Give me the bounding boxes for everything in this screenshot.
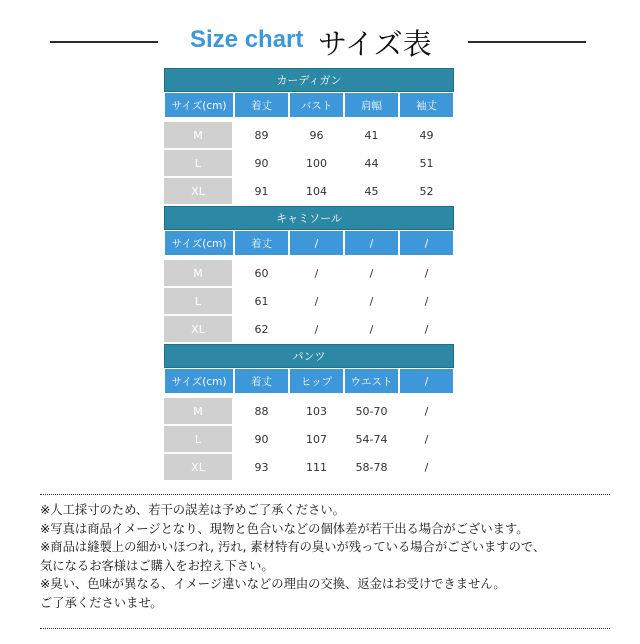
header-cell: サイズ(cm) (164, 368, 234, 394)
value-cell: 93 (254, 461, 269, 474)
value-cell: 88 (254, 405, 269, 418)
value-cell: 90 (254, 157, 269, 170)
table-row (164, 454, 454, 482)
table-row (164, 288, 454, 316)
header-row (164, 230, 454, 256)
table-row (164, 426, 454, 454)
value-cell: / (369, 323, 374, 336)
header-cell: バスト (289, 92, 344, 118)
value-cell: 111 (306, 461, 327, 474)
value-cell: / (424, 323, 429, 336)
value-cell: 107 (306, 433, 327, 446)
header-cell: 袖丈 (399, 92, 454, 118)
title-rule-right (468, 41, 586, 43)
pants-table (164, 344, 454, 482)
value-cell: 58-78 (355, 461, 388, 474)
note-line: ※写真は商品イメージとなり、現物と色合いなどの個体差が若干出る場合がございます。 (40, 521, 529, 536)
section-header: キャミソール (164, 206, 454, 230)
size-cell: L (164, 288, 234, 316)
value-cell: 96 (309, 129, 324, 142)
camisole-table (164, 206, 454, 344)
size-cell: L (164, 426, 234, 454)
header-cell: ウエスト (344, 368, 399, 394)
value-cell: 54-74 (355, 433, 388, 446)
note-line: ※臭い、色味が異なる、イメージ違いなどの理由の交換、返金はお受けできません。 (40, 577, 506, 592)
header-row (164, 368, 454, 394)
table-row (164, 398, 454, 426)
value-cell: 104 (306, 185, 327, 198)
value-cell: 91 (254, 185, 269, 198)
size-cell: XL (164, 178, 234, 206)
value-cell: / (424, 295, 429, 308)
header-cell: 着丈 (234, 92, 289, 118)
header-cell: サイズ(cm) (164, 92, 234, 118)
value-cell: / (314, 295, 319, 308)
value-cell: 100 (306, 157, 327, 170)
value-cell: 51 (419, 157, 434, 170)
size-cell: M (164, 398, 234, 426)
value-cell: / (424, 461, 429, 474)
value-cell: / (369, 267, 374, 280)
header-cell: 着丈 (234, 368, 289, 394)
note-line: ※人工採寸のため、若干の誤差は予めご了承ください。 (40, 503, 345, 517)
note-line: ※商品は縫製上の細かいほつれ, 汚れ, 素材特有の臭いが残っている場合がございますので、 (40, 540, 546, 555)
size-cell: XL (164, 454, 234, 482)
value-cell: 44 (364, 157, 379, 170)
note-line: 気になるお客様はご購入をお控え下さい。 (40, 558, 274, 573)
value-cell: / (314, 267, 319, 280)
title-rule-left (50, 41, 158, 43)
value-cell: 60 (254, 267, 269, 280)
value-cell: 52 (419, 185, 434, 198)
size-cell: XL (164, 316, 234, 344)
value-cell: 49 (419, 129, 434, 142)
header-cell: / (399, 230, 454, 256)
section-header: パンツ (164, 344, 454, 368)
notes-section (40, 494, 610, 613)
size-cell: L (164, 150, 234, 178)
value-cell: 90 (254, 433, 269, 446)
header-cell: 着丈 (234, 230, 289, 256)
value-cell: 50-70 (355, 405, 388, 418)
title-japanese: サイズ表 (318, 27, 432, 61)
table-row (164, 122, 454, 150)
notes-divider-bottom (40, 628, 610, 629)
title-row (0, 22, 640, 62)
header-cell: / (399, 368, 454, 394)
size-cell: M (164, 260, 234, 288)
header-cell: / (344, 230, 399, 256)
value-cell: / (314, 323, 319, 336)
value-cell: 62 (254, 323, 269, 336)
value-cell: / (369, 295, 374, 308)
header-cell: ヒップ (289, 368, 344, 394)
value-cell: 89 (254, 129, 269, 142)
table-row (164, 260, 454, 288)
value-cell: 41 (364, 129, 379, 142)
header-row (164, 92, 454, 118)
table-row (164, 178, 454, 206)
value-cell: / (424, 267, 429, 280)
size-cell: M (164, 122, 234, 150)
section-header: カーディガン (164, 68, 454, 92)
value-cell: / (424, 433, 429, 446)
cardigan-table (164, 68, 454, 206)
table-row (164, 316, 454, 344)
header-cell: サイズ(cm) (164, 230, 234, 256)
value-cell: 103 (306, 405, 327, 418)
header-cell: / (289, 230, 344, 256)
value-cell: / (424, 405, 429, 418)
value-cell: 61 (254, 295, 269, 308)
note-line: ご了承くださいませ。 (40, 595, 163, 610)
table-row (164, 150, 454, 178)
title-english: Size chart (190, 26, 304, 53)
value-cell: 45 (364, 185, 379, 198)
header-cell: 肩幅 (344, 92, 399, 118)
